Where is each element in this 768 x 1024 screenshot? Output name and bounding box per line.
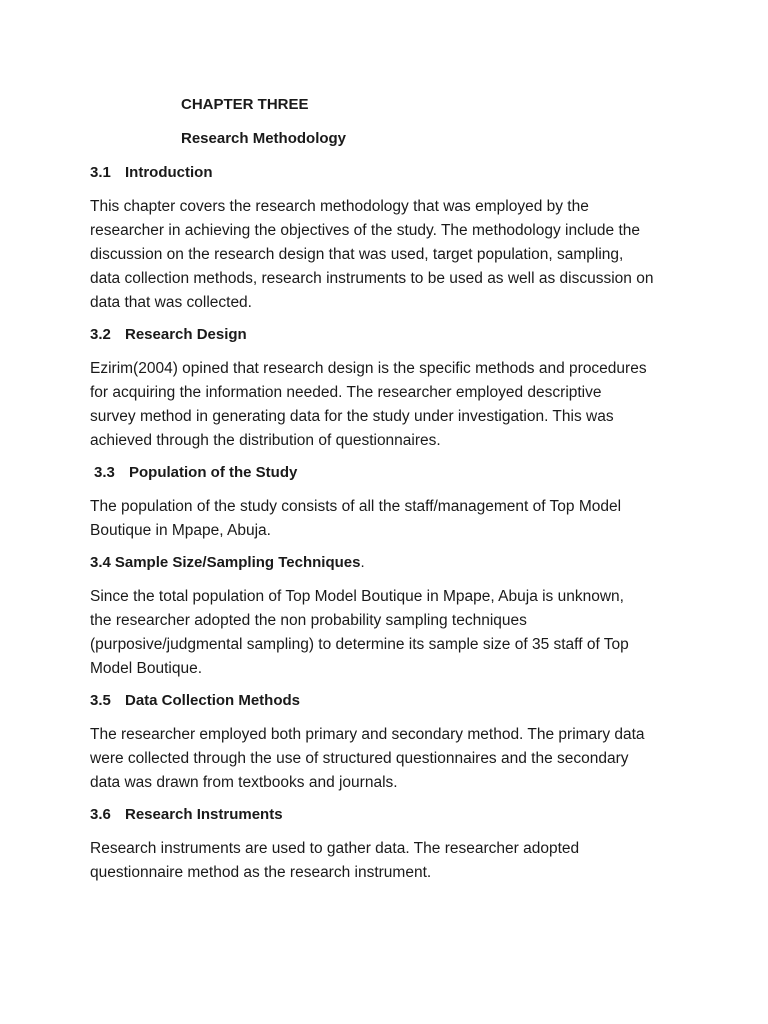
section-number: 3.3 (94, 464, 115, 481)
paragraph-line: Boutique in Mpape, Abuja. (90, 522, 271, 539)
chapter-title: CHAPTER THREE (181, 96, 309, 113)
paragraph-line: researcher in achieving the objectives of the study. The methodology include the (90, 222, 641, 239)
paragraph-line: Since the total population of Top Model Boutique in Mpape, Abuja is unknown, (90, 588, 624, 605)
paragraph-line: Ezirim(2004) opined that research design is the specific methods and procedures (90, 360, 647, 377)
section-number: 3.6 (90, 806, 111, 823)
section-title: Population of the Study (129, 464, 298, 481)
section-title: Data Collection Methods (125, 692, 301, 709)
paragraph-line: the researcher adopted the non probability sampling techniques (90, 612, 527, 629)
section-heading-research-instruments (90, 805, 690, 825)
section-title: Introduction (125, 164, 213, 181)
section-title: Sample Size/Sampling Techniques (114, 554, 361, 571)
section-heading-sample-size (90, 553, 690, 573)
paragraph-line: (purposive/judgmental sampling) to determine its sample size of 35 staff of Top (90, 636, 629, 653)
section-number: 3.1 (90, 164, 111, 181)
section-heading-introduction (90, 163, 690, 183)
document-body (90, 163, 690, 895)
paragraph-line: The researcher employed both primary and secondary method. The primary data (90, 726, 645, 743)
paragraph-line: The population of the study consists of all the staff/management of Top Model (90, 498, 622, 515)
section-number: 3.2 (90, 326, 111, 343)
paragraph-line: Research instruments are used to gather data. The researcher adopted (90, 840, 580, 857)
paragraph-line: This chapter covers the research methodology that was employed by the (90, 198, 589, 215)
section-title: Research Instruments (125, 806, 283, 823)
section-heading-population (90, 463, 690, 483)
section-number: 3.4 (90, 554, 111, 571)
chapter-header (181, 95, 346, 149)
section-heading-research-design (90, 325, 690, 345)
chapter-subtitle: Research Methodology (181, 130, 347, 147)
paragraph-line: for acquiring the information needed. The researcher employed descriptive (90, 384, 602, 401)
paragraph-line: data collection methods, research instruments to be used as well as discussion on (90, 270, 654, 287)
paragraph-line: data that was collected. (90, 294, 252, 311)
section-number: 3.5 (90, 692, 111, 709)
section-paragraph-sample-size (90, 585, 690, 681)
paragraph-line: questionnaire method as the research instrument. (90, 864, 432, 881)
paragraph-line: achieved through the distribution of questionnaires. (90, 432, 441, 449)
paragraph-line: discussion on the research design that was used, target population, sampling, (90, 246, 624, 263)
heading-period: . (360, 554, 365, 571)
paragraph-line: were collected through the use of structured questionnaires and the secondary (90, 750, 629, 767)
paragraph-line: survey method in generating data for the study under investigation. This was (90, 408, 614, 425)
paragraph-line: data was drawn from textbooks and journals. (90, 774, 398, 791)
paragraph-line: Model Boutique. (90, 660, 203, 677)
section-paragraph-introduction (90, 195, 690, 315)
section-paragraph-population (90, 495, 690, 543)
section-heading-data-collection (90, 691, 690, 711)
section-paragraph-research-instruments (90, 837, 690, 885)
section-paragraph-research-design (90, 357, 690, 453)
section-paragraph-data-collection (90, 723, 690, 795)
section-title: Research Design (125, 326, 247, 343)
